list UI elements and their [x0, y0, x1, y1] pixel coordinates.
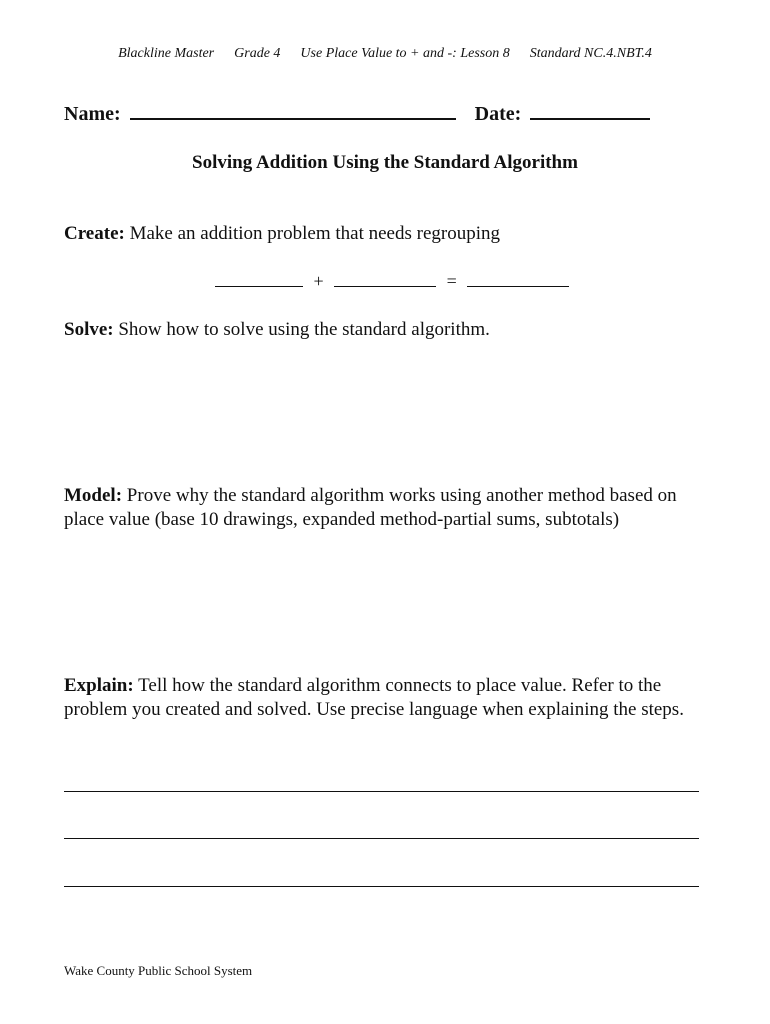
solve-text: Show how to solve using the standard algorithm.: [118, 319, 490, 340]
model-label: Model:: [64, 485, 123, 506]
equation-row: [215, 271, 569, 292]
date-blank[interactable]: [530, 104, 650, 120]
create-section: [64, 222, 714, 246]
page-header: [0, 46, 770, 62]
date-label: Date:: [474, 103, 522, 125]
explain-label: Explain:: [64, 675, 134, 696]
header-standard: Standard NC.4.NBT.4: [529, 46, 652, 61]
header-grade: Grade 4: [234, 46, 281, 61]
answer-line-1[interactable]: [64, 791, 699, 792]
create-text: Make an addition problem that needs regrouping: [129, 223, 500, 244]
create-label: Create:: [64, 223, 125, 244]
answer-line-2[interactable]: [64, 838, 699, 839]
sum-blank[interactable]: [467, 272, 569, 287]
name-blank[interactable]: [130, 104, 456, 120]
plus-sign: +: [313, 271, 324, 291]
equals-sign: =: [446, 271, 457, 291]
header-master: Blackline Master: [118, 46, 215, 61]
explain-text: Tell how the standard algorithm connects to place value. Refer to the problem you created and solved. Use precise language when explaining the steps.: [64, 675, 684, 720]
solve-section: [64, 318, 714, 342]
model-section: [64, 484, 714, 532]
header-lesson: Use Place Value to + and -: Lesson 8: [300, 46, 510, 61]
addend-blank-2[interactable]: [334, 272, 436, 287]
worksheet-title: Solving Addition Using the Standard Algorithm: [192, 152, 578, 173]
page-footer: Wake County Public School System: [64, 963, 253, 978]
model-text: Prove why the standard algorithm works using another method based on place value (base 10 drawings, expanded method-partial sums, subtotals): [64, 485, 677, 530]
addend-blank-1[interactable]: [215, 272, 303, 287]
name-label: Name:: [64, 103, 121, 125]
name-date-row: [64, 103, 650, 126]
explain-section: [64, 674, 714, 722]
answer-line-3[interactable]: [64, 886, 699, 887]
solve-label: Solve:: [64, 319, 114, 340]
